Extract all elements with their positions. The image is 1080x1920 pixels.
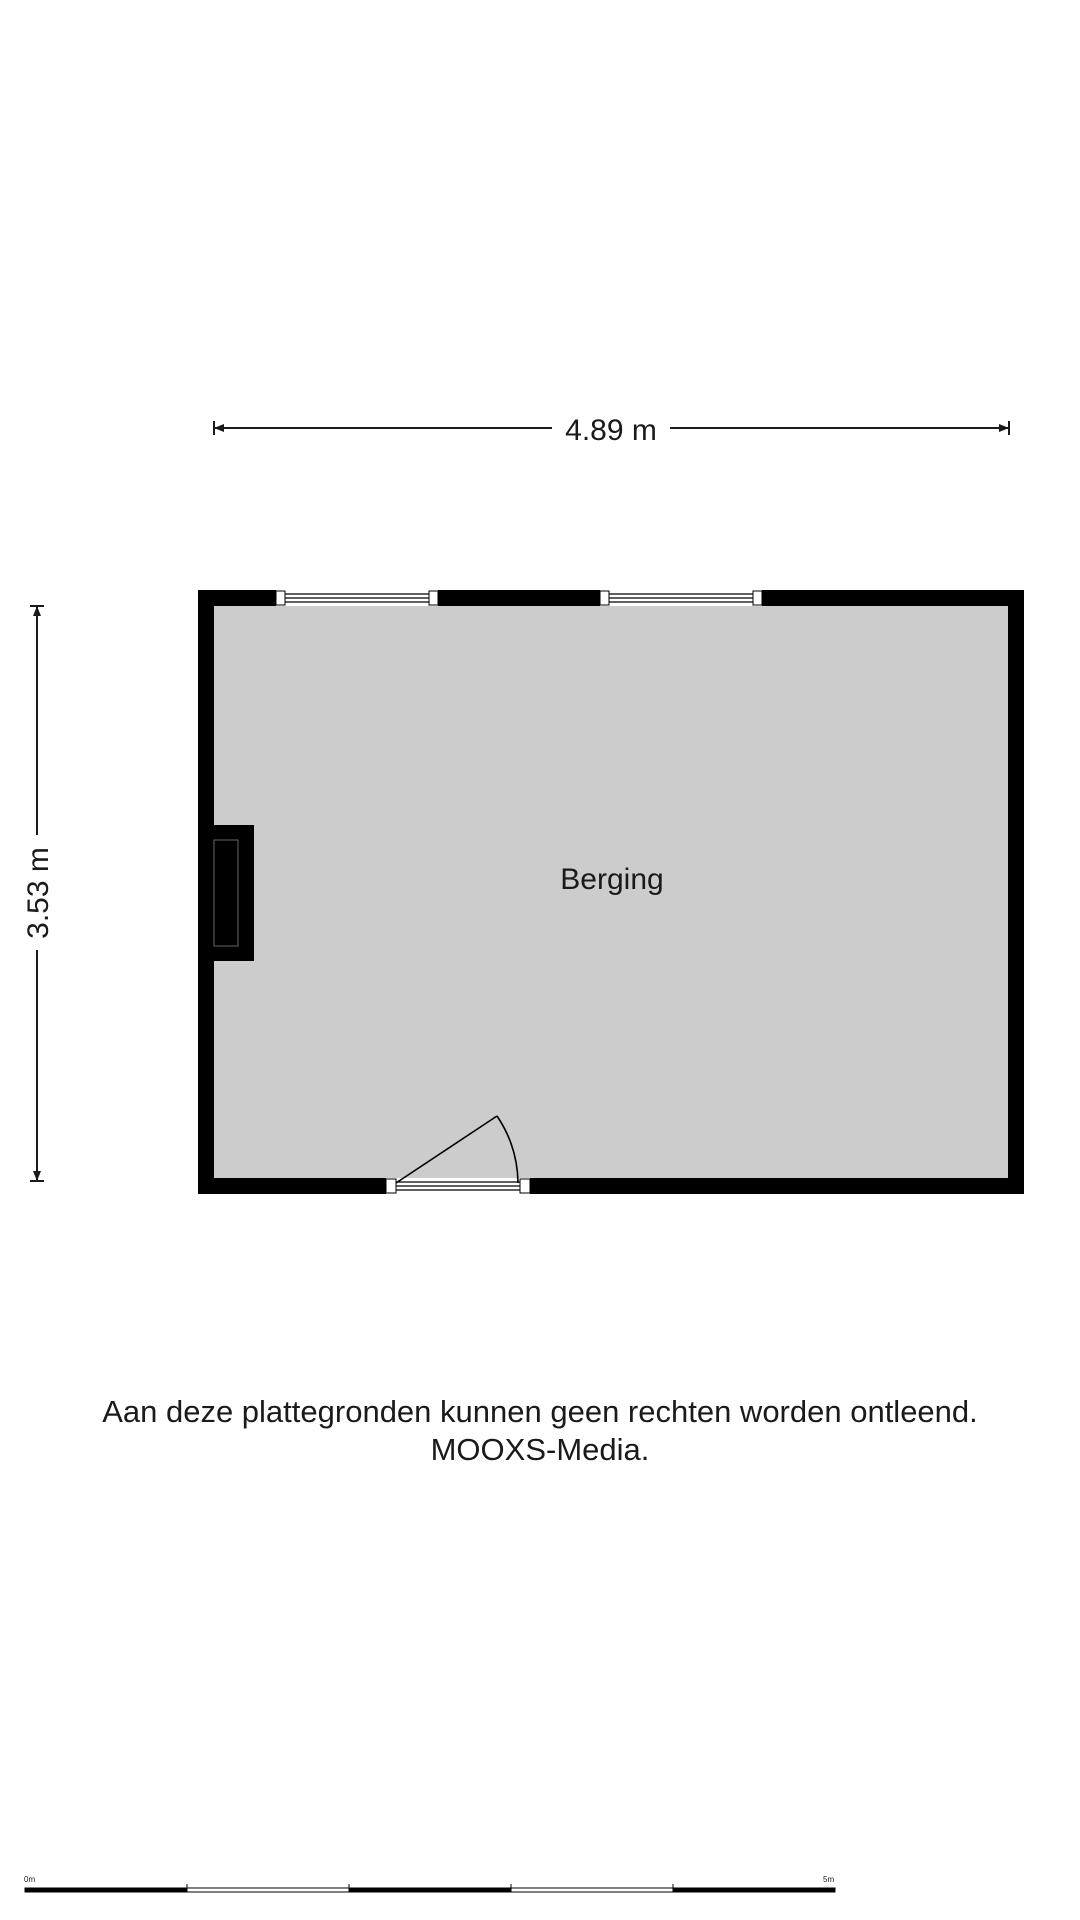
scale-bar-start-label: 0m (24, 1875, 36, 1884)
scale-bar-segment-5 (673, 1888, 835, 1892)
width-label: 4.89 m (565, 414, 657, 447)
room-label: Berging (560, 863, 664, 896)
scale-bar-segment-3 (349, 1888, 511, 1892)
window-top-right (600, 590, 762, 606)
window-top-left (276, 590, 438, 606)
disclaimer-line-1: Aan deze plattegronden kunnen geen rechten worden ontleend. (102, 1394, 978, 1429)
disclaimer-line-2: MOOXS-Media. (430, 1432, 650, 1467)
height-label: 3.53 m (22, 847, 55, 939)
disclaimer (0, 1393, 1080, 1469)
scale-bar (24, 1875, 835, 1892)
height-dimension (22, 606, 55, 1181)
width-dimension (214, 414, 1009, 447)
scale-bar-end-label: 5m (823, 1875, 835, 1884)
chimney-breast (212, 825, 254, 961)
scale-bar-segment-1 (25, 1888, 187, 1892)
room-berging (198, 590, 1024, 1194)
